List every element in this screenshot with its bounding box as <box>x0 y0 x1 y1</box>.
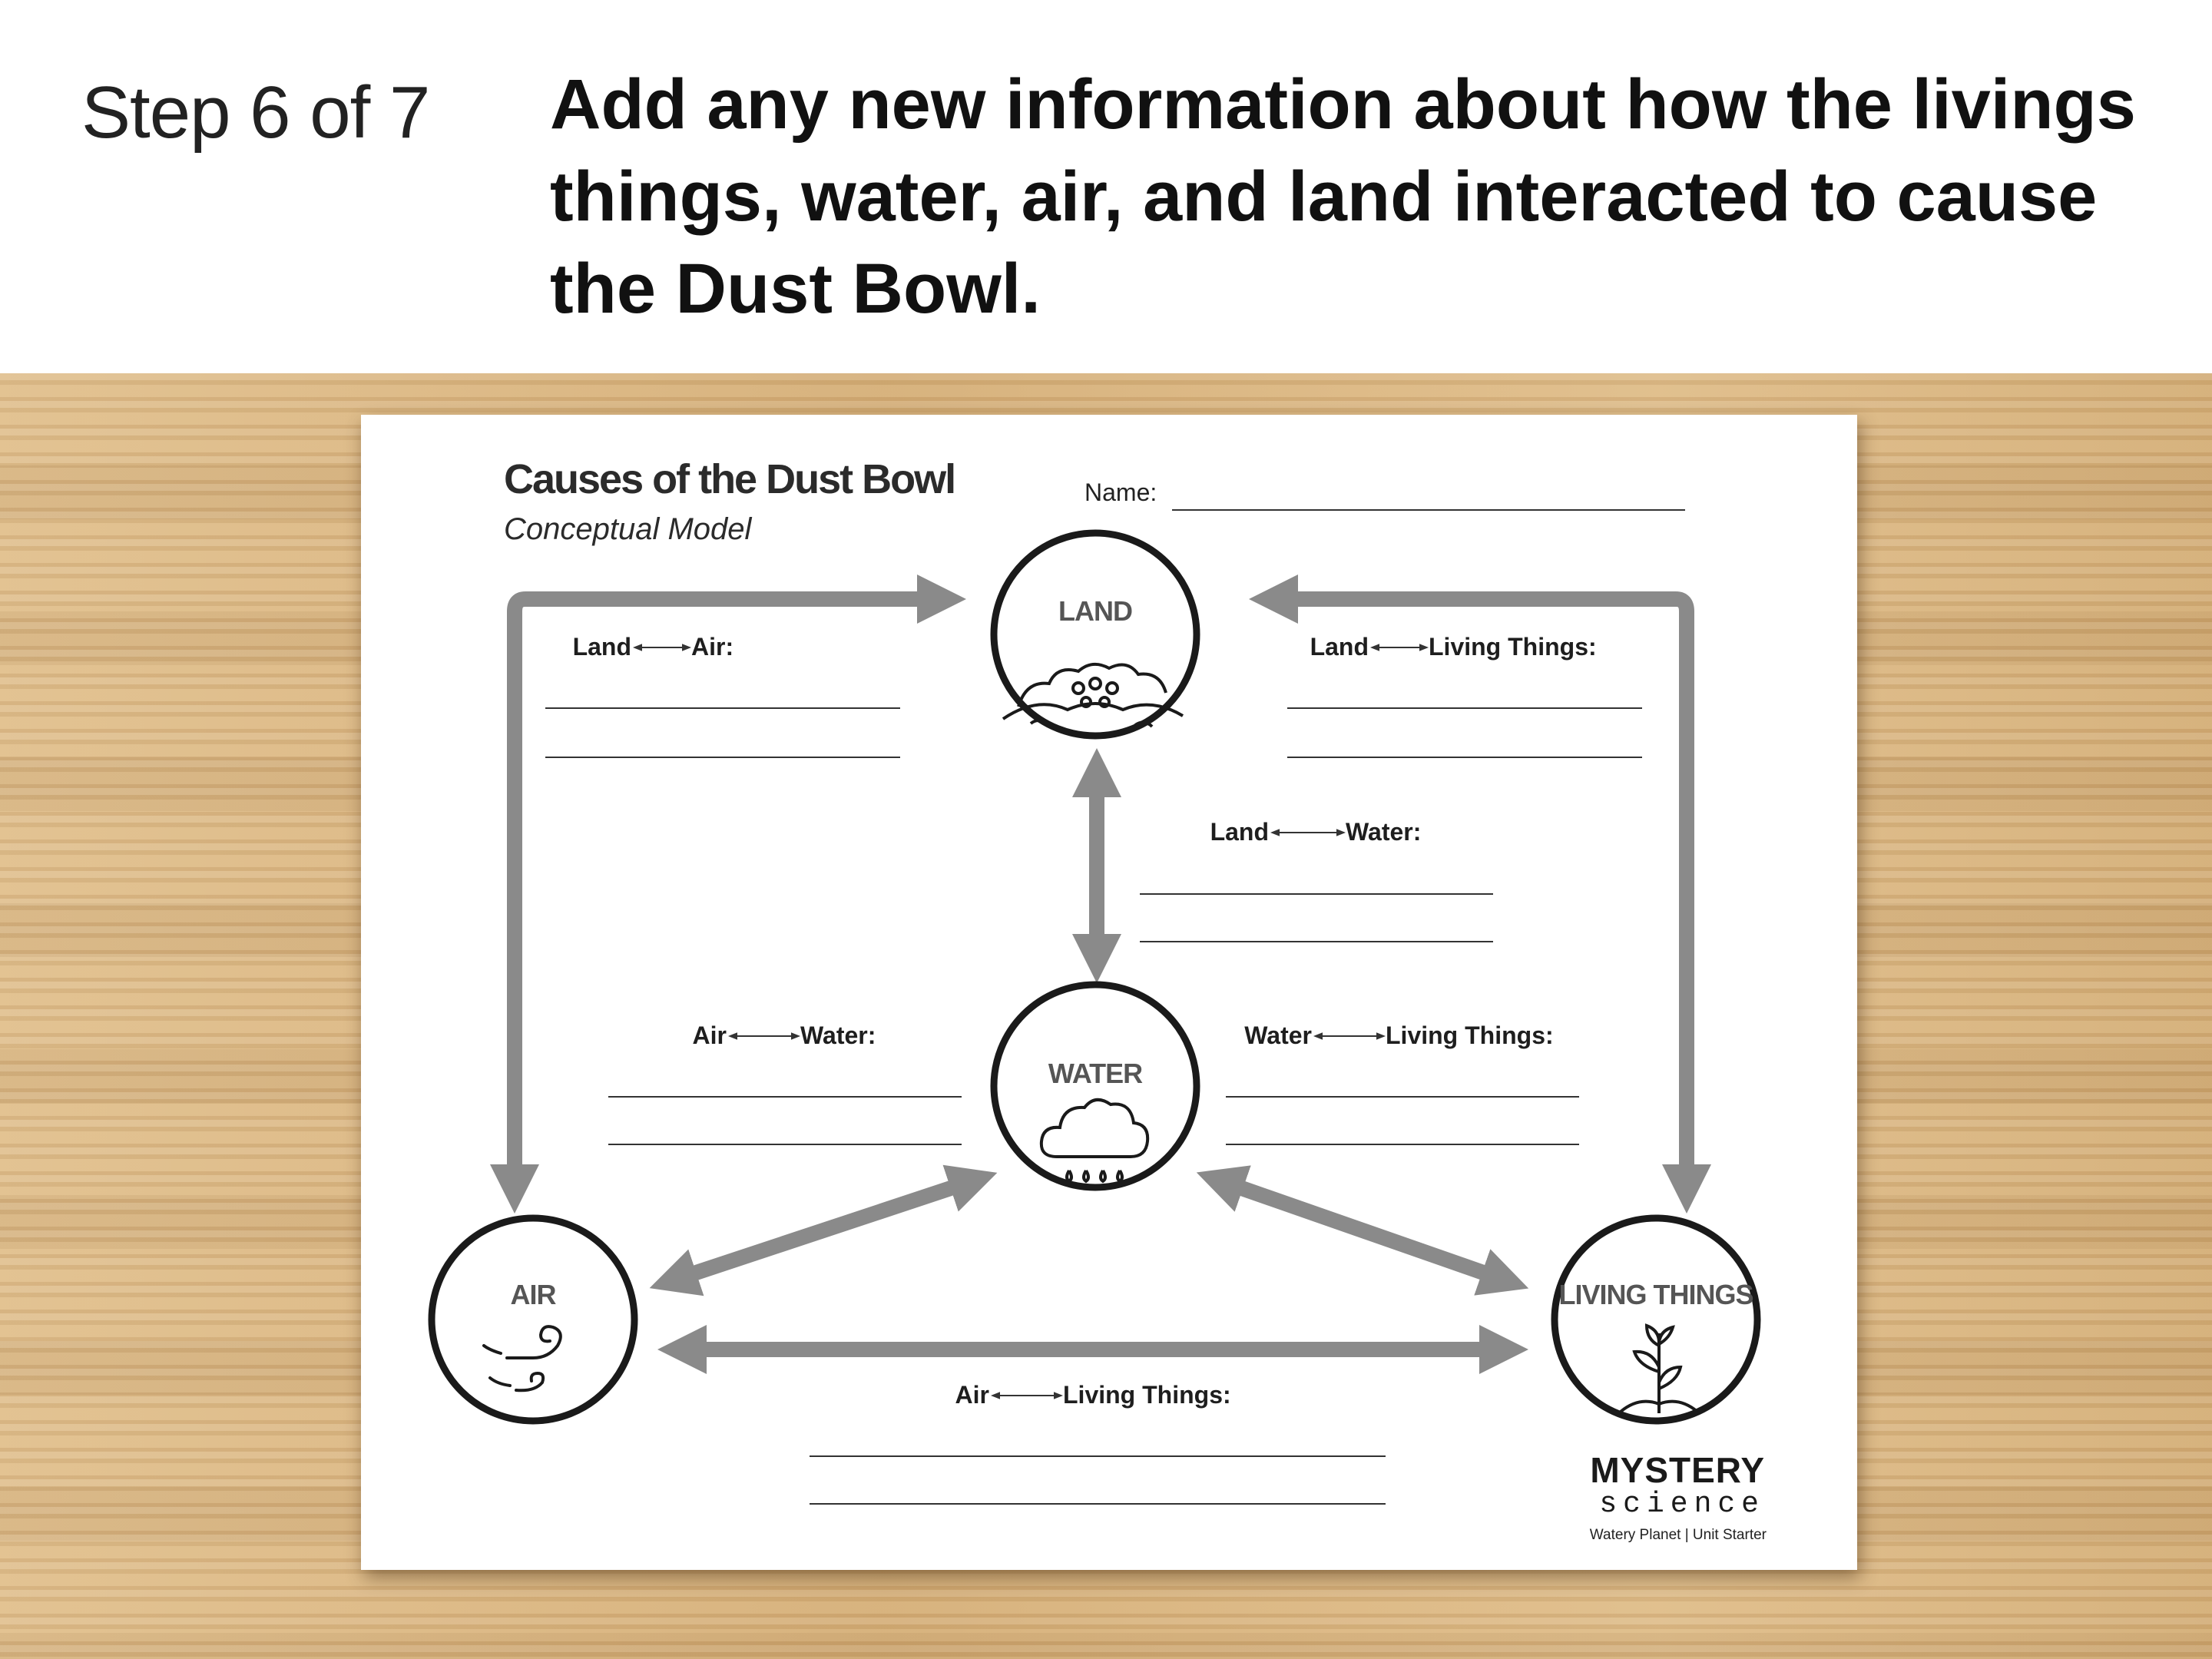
label-land-living <box>1310 633 1597 661</box>
worksheet-subtitle: Conceptual Model <box>504 512 752 546</box>
arrow-land-air <box>515 599 942 1189</box>
name-label: Name: <box>1084 478 1157 506</box>
land-node <box>994 533 1197 736</box>
svg-text:Land: Land <box>1310 633 1369 661</box>
arrow-water-living <box>1220 1181 1505 1280</box>
slide-header <box>0 0 2212 373</box>
air-label: AIR <box>510 1279 556 1310</box>
land-label: LAND <box>1058 595 1132 627</box>
living-things-node <box>1555 1218 1757 1421</box>
svg-text:Living Things:: Living Things: <box>1429 633 1597 661</box>
label-land-water <box>1210 818 1422 846</box>
svg-text:Air: Air <box>955 1381 989 1409</box>
logo-line-1: MYSTERY <box>1590 1450 1765 1490</box>
svg-text:Water:: Water: <box>1346 818 1422 846</box>
arrow-air-water <box>673 1181 974 1280</box>
instruction-text: Add any new information about how the livings things, water, air, and land interacted to cause the Dust Bowl. <box>550 65 2136 328</box>
mystery-science-logo <box>1590 1450 1767 1543</box>
label-water-living <box>1244 1022 1553 1049</box>
svg-text:Water: Water <box>1244 1022 1312 1049</box>
svg-text:Living Things:: Living Things: <box>1063 1381 1231 1409</box>
logo-line-2: science <box>1599 1488 1765 1521</box>
svg-text:Air: Air <box>692 1022 727 1049</box>
label-land-air <box>573 633 734 661</box>
svg-text:Air:: Air: <box>691 633 734 661</box>
svg-text:Living Things:: Living Things: <box>1386 1022 1554 1049</box>
worksheet-title: Causes of the Dust Bowl <box>504 456 955 502</box>
water-node <box>994 985 1197 1187</box>
water-label: WATER <box>1048 1058 1143 1089</box>
logo-tagline: Watery Planet | Unit Starter <box>1589 1527 1767 1543</box>
living-things-label: LIVING THINGS <box>1558 1279 1753 1310</box>
svg-text:Land: Land <box>572 633 631 661</box>
worksheet-page <box>361 415 1857 1570</box>
concept-model-diagram <box>361 415 1857 1570</box>
step-indicator: Step 6 of 7 <box>81 71 430 154</box>
label-air-water <box>693 1022 876 1049</box>
svg-text:Water:: Water: <box>800 1022 876 1049</box>
air-node <box>432 1218 634 1421</box>
svg-text:Land: Land <box>1210 818 1269 846</box>
label-air-living <box>955 1381 1231 1409</box>
